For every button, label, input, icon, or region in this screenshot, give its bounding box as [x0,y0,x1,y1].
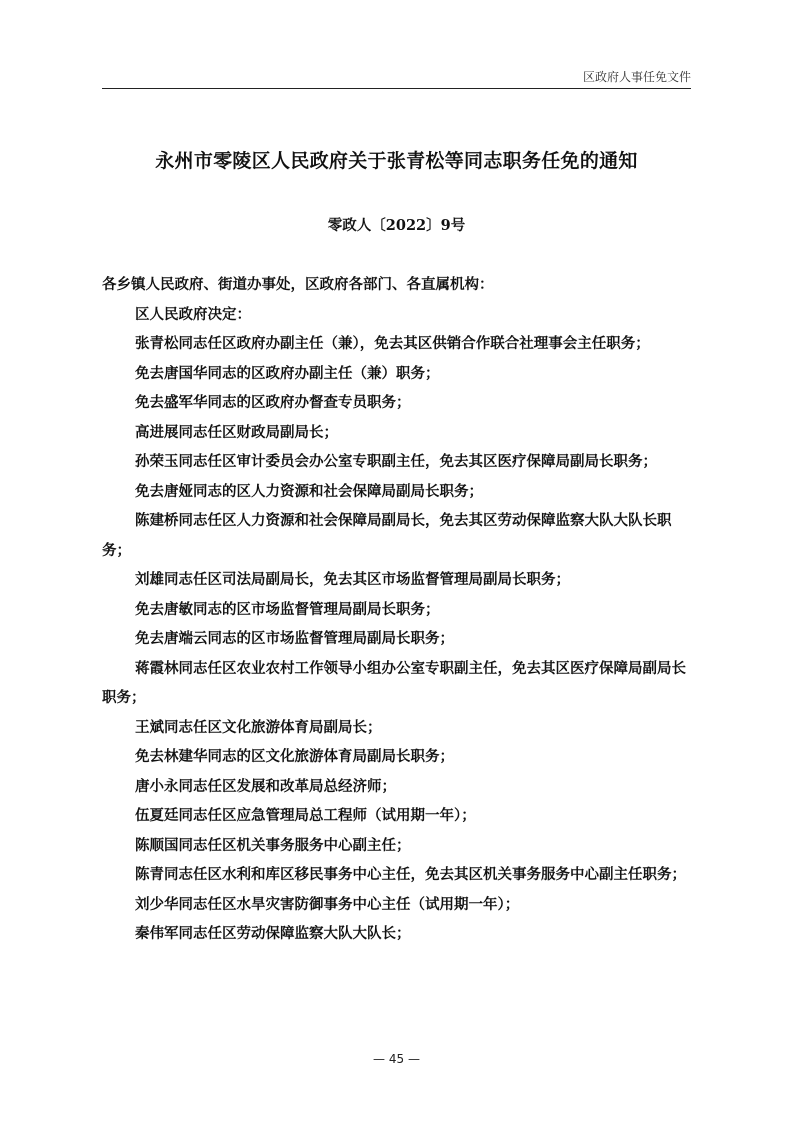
paragraph: 唐小永同志任区发展和改革局总经济师； [135,777,396,795]
header-rule [102,88,691,89]
document-number: 零政人〔2022〕9号 [327,217,466,234]
header-label: 区政府人事任免文件 [582,70,691,84]
paragraph: 王斌同志任区文化旅游体育局副局长； [135,718,382,736]
paragraph: 区人民政府决定： [135,305,251,323]
addressee: 各乡镇人民政府、街道办事处，区政府各部门、各直属机构： [102,276,494,293]
paragraph: 刘雄同志任区司法局副局长，免去其区市场监督管理局副局长职务； [135,571,570,588]
paragraph: 高进展同志任区财政局副局长； [135,423,338,441]
paragraph: 伍夏廷同志任区应急管理局总工程师（试用期一年）； [135,807,476,824]
document-title: 永州市零陵区人民政府关于张青松等同志职务任免的通知 [155,150,638,172]
paragraph: 蒋霞林同志任区农业农村工作领导小组办公室专职副主任，免去其区医疗保障局副局长职务； [102,659,686,706]
paragraph: 陈顺国同志任区机关事务服务中心副主任； [135,836,411,854]
paragraph: 张青松同志任区政府办副主任（兼），免去其区供销合作联合社理事会主任职务； [135,335,650,352]
paragraph: 免去唐敏同志的区市场监督管理局副局长职务； [135,600,440,618]
paragraph: 孙荣玉同志任区审计委员会办公室专职副主任，免去其区医疗保障局副局长职务； [135,453,657,470]
paragraph: 陈建桥同志任区人力资源和社会保障局副局长，免去其区劳动保障监察大队大队长职务； [102,512,672,559]
document-body [102,270,694,949]
paragraph: 免去林建华同志的区文化旅游体育局副局长职务； [135,748,454,765]
page-number: — 45 — [373,1052,420,1066]
paragraph: 陈青同志任区水利和库区移民事务中心主任，免去其区机关事务服务中心副主任职务； [135,866,686,883]
paragraph: 免去唐国华同志的区政府办副主任（兼）职务； [135,364,440,382]
paragraph: 免去盛军华同志的区政府办督查专员职务； [135,394,411,411]
paragraph: 刘少华同志任区水旱灾害防御事务中心主任（试用期一年）； [135,895,520,913]
paragraph: 免去唐娅同志的区人力资源和社会保障局副局长职务； [135,482,483,500]
paragraph: 秦伟军同志任区劳动保障监察大队大队长； [135,925,411,942]
paragraph: 免去唐端云同志的区市场监督管理局副局长职务； [135,630,454,647]
